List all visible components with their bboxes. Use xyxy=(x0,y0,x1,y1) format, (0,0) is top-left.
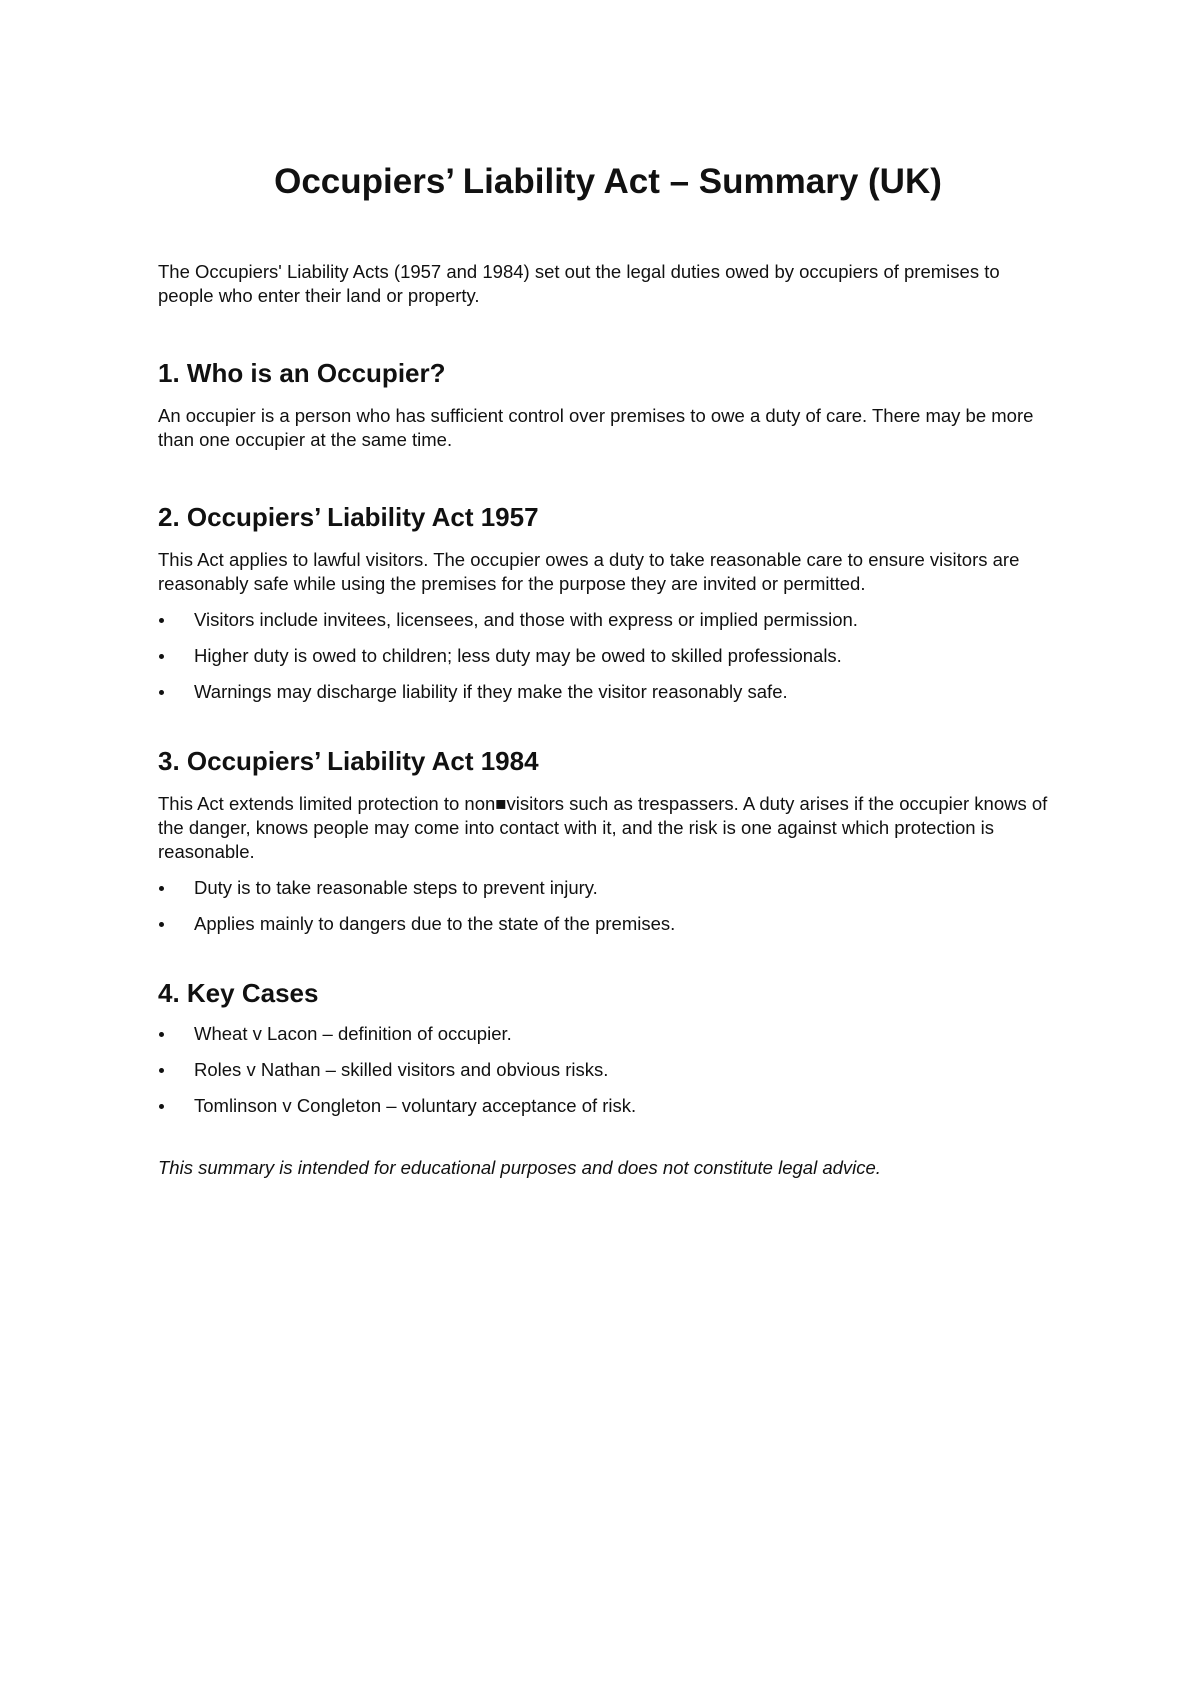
bullet-icon xyxy=(159,1104,164,1109)
section-body-act-1957: This Act applies to lawful visitors. The occupier owes a duty to take reasonable care to ensure visitors are reasonably safe while using the premises for the purpose they are invited or permitted. xyxy=(158,549,1020,594)
list-item xyxy=(158,1094,1058,1118)
list-item xyxy=(158,1022,1058,1046)
bullet-list-key-cases xyxy=(158,1022,1058,1118)
list-item-text: Duty is to take reasonable steps to prevent injury. xyxy=(194,877,598,898)
list-item xyxy=(158,680,1058,704)
bullet-icon xyxy=(159,1032,164,1037)
list-item xyxy=(158,644,1058,668)
disclaimer-note: This summary is intended for educational purposes and does not constitute legal advice. xyxy=(158,1157,881,1178)
list-item xyxy=(158,912,1058,936)
document-title: Occupiers’ Liability Act – Summary (UK) xyxy=(274,162,942,201)
section-heading-act-1957: 2. Occupiers’ Liability Act 1957 xyxy=(158,502,539,532)
section-heading-occupier: 1. Who is an Occupier? xyxy=(158,358,446,388)
bullet-icon xyxy=(159,618,164,623)
section-body-occupier: An occupier is a person who has sufficient control over premises to owe a duty of care. There may be more than one occupier at the same time. xyxy=(158,405,1034,450)
section-heading-act-1984: 3. Occupiers’ Liability Act 1984 xyxy=(158,746,539,776)
bullet-icon xyxy=(159,886,164,891)
intro-paragraph: The Occupiers' Liability Acts (1957 and 1984) set out the legal duties owed by occupiers of premises to people who enter their land or property. xyxy=(158,261,1000,306)
bullet-list-act-1984 xyxy=(158,876,1058,936)
list-item-text: Tomlinson v Congleton – voluntary acceptance of risk. xyxy=(194,1095,637,1116)
list-item-text: Warnings may discharge liability if they make the visitor reasonably safe. xyxy=(194,681,788,702)
section-heading-key-cases: 4. Key Cases xyxy=(158,978,319,1008)
list-item xyxy=(158,608,1058,632)
list-item xyxy=(158,1058,1058,1082)
list-item-text: Roles v Nathan – skilled visitors and obvious risks. xyxy=(194,1059,609,1080)
bullet-icon xyxy=(159,690,164,695)
list-item xyxy=(158,876,1058,900)
section-body-act-1984: This Act extends limited protection to non■visitors such as trespassers. A duty arises if the occupier knows of the danger, knows people may come into contact with it, and the risk is one against which protection is reasonable. xyxy=(158,793,1048,862)
list-item-text: Higher duty is owed to children; less duty may be owed to skilled professionals. xyxy=(194,645,842,666)
list-item-text: Visitors include invitees, licensees, and those with express or implied permission. xyxy=(194,609,858,630)
bullet-list-act-1957 xyxy=(158,608,1058,704)
bullet-icon xyxy=(159,1068,164,1073)
bullet-icon xyxy=(159,922,164,927)
document-content xyxy=(158,160,1058,1180)
list-item-text: Applies mainly to dangers due to the state of the premises. xyxy=(194,913,676,934)
list-item-text: Wheat v Lacon – definition of occupier. xyxy=(194,1023,512,1044)
bullet-icon xyxy=(159,654,164,659)
